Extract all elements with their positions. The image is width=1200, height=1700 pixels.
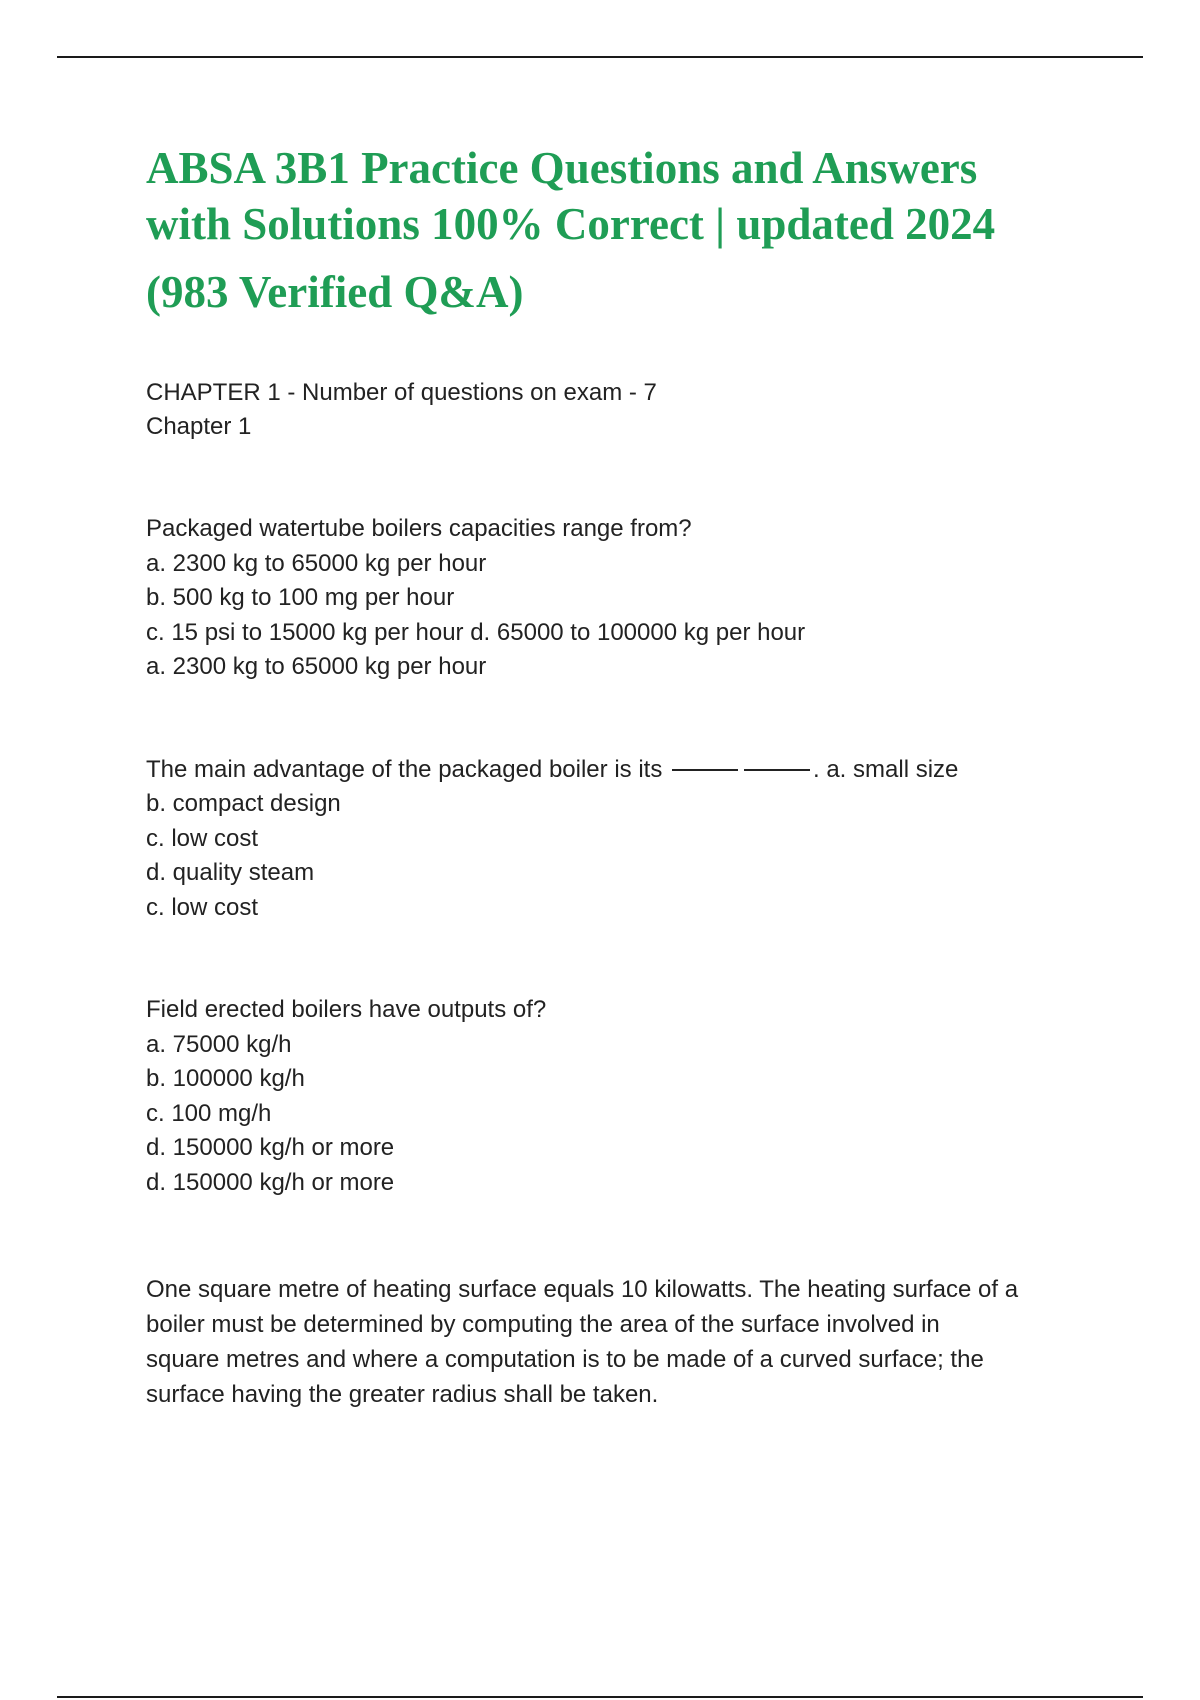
paragraph-line: One square metre of heating surface equals 10 kilowatts. The heating surface of a	[146, 1276, 1019, 1303]
paragraph-line: surface having the greater radius shall be taken.	[146, 1381, 659, 1408]
answer-option: b. 100000 kg/h	[146, 1065, 305, 1092]
answer-option: c. 15 psi to 15000 kg per hour d. 65000 to 100000 kg per hour	[146, 618, 806, 646]
document-page	[146, 140, 1106, 1412]
title-line-1: ABSA 3B1 Practice Questions and Answers	[146, 143, 978, 193]
answer-option: c. low cost	[146, 824, 259, 852]
top-divider	[57, 56, 1143, 58]
answer-option: a. 75000 kg/h	[146, 1030, 292, 1058]
info-paragraph	[146, 1272, 1096, 1412]
answer-option: a. 2300 kg to 65000 kg per hour	[146, 549, 487, 577]
answer-option: b. 500 kg to 100 mg per hour	[146, 584, 455, 611]
question-text: Packaged watertube boilers capacities range from?	[146, 515, 692, 542]
correct-answer: a. 2300 kg to 65000 kg per hour	[146, 653, 487, 680]
correct-answer: c. low cost	[146, 893, 259, 921]
fill-in-blank	[744, 769, 810, 771]
question-block-3	[146, 993, 1106, 1200]
answer-option: d. quality steam	[146, 859, 315, 886]
chapter-block	[146, 376, 1106, 444]
question-block-1	[146, 512, 1106, 685]
bottom-divider	[57, 1696, 1143, 1698]
question-suffix: . a. small size	[813, 755, 959, 783]
answer-option: d. 150000 kg/h or more	[146, 1134, 395, 1161]
question-text: Field erected boilers have outputs of?	[146, 996, 547, 1023]
paragraph-line: boiler must be determined by computing the area of the surface involved in	[146, 1311, 940, 1338]
title-line-2: with Solutions 100% Correct | updated 2024	[146, 199, 996, 249]
question-prefix: The main advantage of the packaged boiler is its	[146, 755, 663, 783]
answer-option: b. compact design	[146, 790, 341, 817]
paragraph-line: square metres and where a computation is to be made of a curved surface; the	[146, 1346, 984, 1373]
document-title	[146, 140, 1106, 320]
question-block-2	[146, 753, 1106, 926]
correct-answer: d. 150000 kg/h or more	[146, 1168, 395, 1196]
title-line-3: (983 Verified Q&A)	[146, 267, 524, 317]
answer-option: c. 100 mg/h	[146, 1099, 272, 1127]
question-text	[146, 753, 1106, 788]
chapter-subheader: Chapter 1	[146, 413, 252, 440]
chapter-header: CHAPTER 1 - Number of questions on exam - 7	[146, 379, 657, 406]
fill-in-blank	[672, 769, 738, 771]
